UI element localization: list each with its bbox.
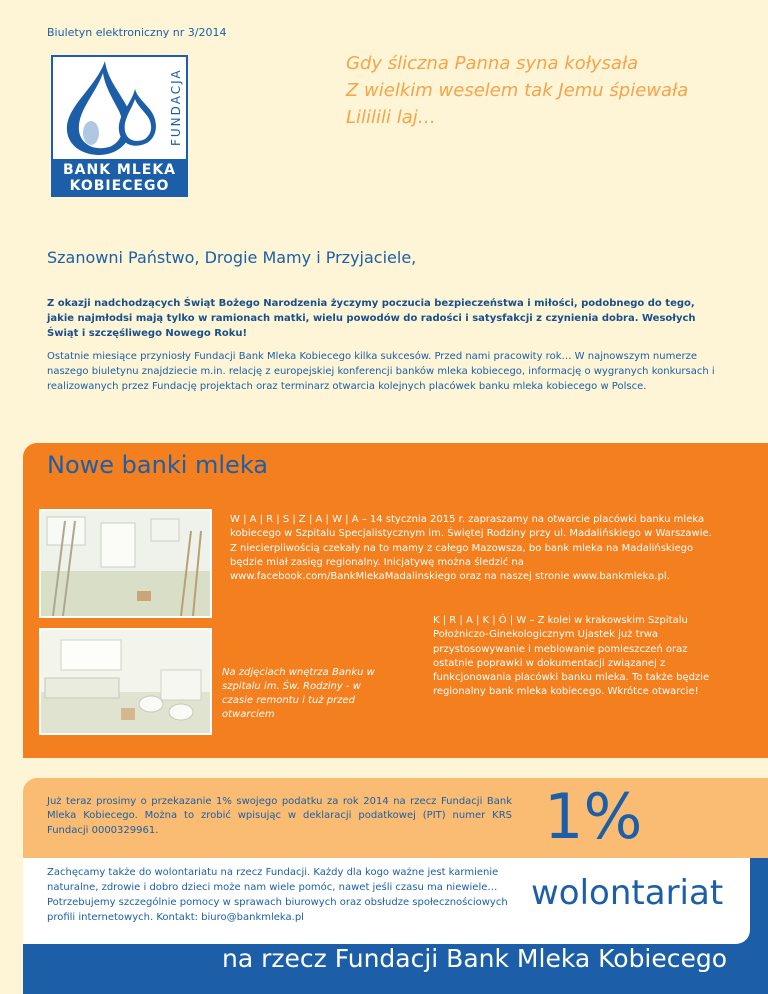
logo-name-line1: BANK MLEKA [62, 162, 177, 178]
warsaw-paragraph: W | A | R | S | Z | A | W | A – 14 stycznia 2015 r. zapraszamy na otwarcie placówki banku mleka kobiecego w Szpitalu Specjalistycznym im. Świętej Rodziny przy ul. Madalińskiego w Warszawie. Z niecierpliwością czekały na to mamy z całego Mazowsza, bo bank mleka na Madalińskiego będzie miał zasięg regionalny. Inicjatywę można śledzić na www.facebook.com/BankMlekaMadalinskiego oraz na naszej stronie www.bankmleka.pl. [230, 514, 712, 583]
krakow-paragraph: K | R | A | K | Ó | W – Z kolei w krakowskim Szpitalu Położniczo-Ginekologicznym Ujastek już trwa przystosowywanie i meblowanie pomieszczeń oraz ostatnie poprawki w dokumentacji związanej z funkcjonowania placówki banku mleka. To także będzie regionalny bank mleka kobiecego. Wkrótce otwarcie! [433, 615, 710, 698]
intro-paragraph: Ostatnie miesiące przyniosły Fundacji Bank Mleka Kobiecego kilka sukcesów. Przed nami pracowity rok… W najnowszym numerze naszego biuletynu znajdziecie m.in. relację z europejskiej konferencji banków mleka kobiecego, informację o wygranych konkursach i realizowanych przez Fundację projektach oraz terminarz otwarcia kolejnych placówek banku mleka kobiecego w Polsce. [47, 351, 715, 392]
milk-drop-icon [55, 59, 165, 159]
poem-line: Gdy śliczna Panna syna kołysała [346, 53, 639, 74]
poem-line: Lililili laj… [346, 107, 436, 128]
issue-label: Biuletyn elektroniczny nr 3/2014 [47, 26, 227, 39]
logo-name [51, 159, 188, 197]
room-renovation-image [41, 511, 210, 616]
greeting: Szanowni Państwo, Drogie Mamy i Przyjaciele, [47, 248, 417, 267]
tax-paragraph: Już teraz prosimy o przekazanie 1% swojego podatku za rok 2014 na rzecz Fundacji Bank Mleka Kobiecego. Można to zrobić wpisując w deklaracji podatkowej (PIT) numer KRS Fundacji 0000329961. [47, 796, 512, 836]
one-percent-label: 1% [544, 780, 643, 853]
poem-line: Z wielkim weselem tak Jemu śpiewała [346, 80, 689, 101]
poem [346, 50, 746, 131]
volunteer-label: wolontariat [531, 873, 724, 913]
section-title: Nowe banki mleka [47, 451, 269, 479]
footer-slogan: na rzecz Fundacji Bank Mleka Kobiecego [222, 944, 728, 973]
finished-room-image [41, 630, 210, 733]
volunteer-paragraph: Zachęcamy także do wolontariatu na rzecz Fundacji. Każdy dla kogo ważne jest karmienie naturalne, zdrowie i dobro dzieci może nam wiele pomóc, nawet jeśli czasu ma niewiele… Potrzebujemy szczególnie pomocy w sprawach biurowych oraz obsłudze społecznościowych profili internetowych. Kontakt: biuro@bankmleka.pl [47, 867, 508, 923]
photo-caption: Na zdjęciach wnętrza Banku w szpitalu im. Św. Rodziny - w czasie remontu i tuż przed otwarciem [222, 667, 375, 720]
photo-finished-room [39, 628, 212, 735]
logo-name-line2: KOBIECEGO [69, 178, 170, 194]
logo-vertical-text: FUNDACJA [169, 68, 183, 146]
holiday-wishes: Z okazji nadchodzących Świąt Bożego Narodzenia życzymy poczucia bezpieczeństwa i miłości, podobnego do tego, jakie najmłodsi mają tylko w ramionach matki, wielu powodów do radości i satysfakcji z czynienia dobra. Wesołych Świąt i szczęśliwego Nowego Roku! [47, 298, 696, 339]
photo-renovation [39, 509, 212, 618]
